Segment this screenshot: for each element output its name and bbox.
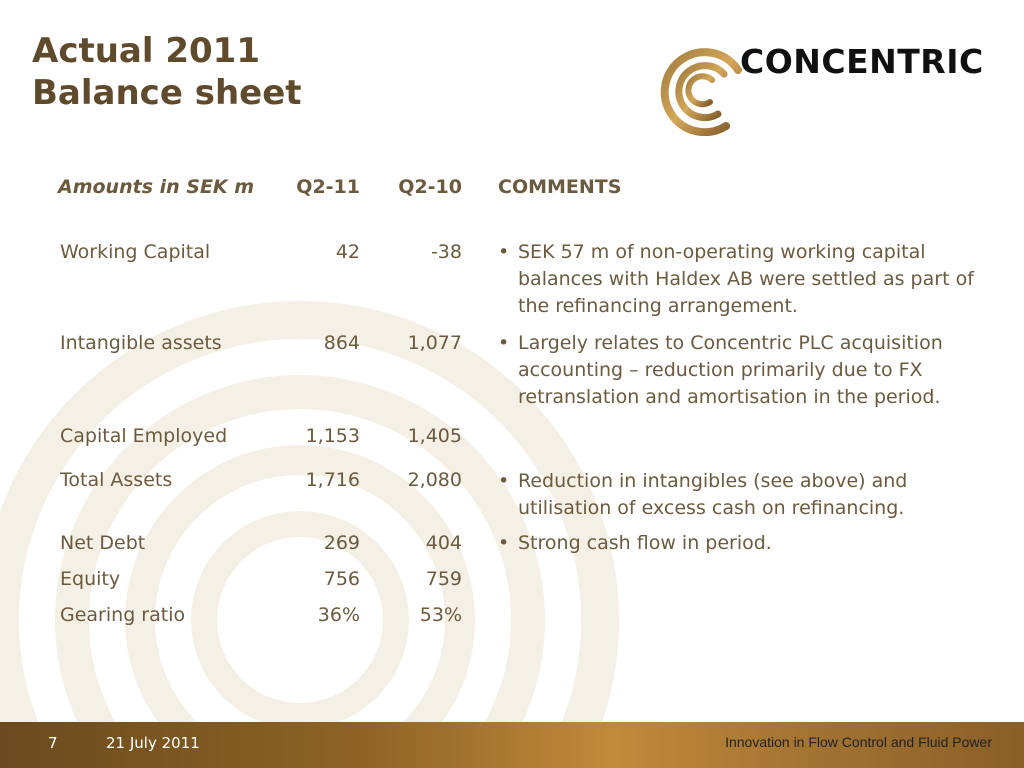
- bullet-icon: •: [498, 332, 510, 354]
- footer-bar: [0, 722, 1024, 768]
- comment-text: SEK 57 m of non-operating working capital balances with Haldex AB were settled as part of the refinancing arrangement.: [518, 241, 974, 317]
- bullet-icon: •: [498, 470, 510, 492]
- row-label-net-debt: Net Debt: [60, 532, 146, 554]
- page-number: 7: [48, 734, 58, 752]
- comment-text: Strong cash flow in period.: [518, 532, 772, 554]
- row-value-q2-11: 36%: [317, 604, 360, 626]
- row-label-capital-employed: Capital Employed: [60, 425, 228, 447]
- row-label-total-assets: Total Assets: [60, 469, 173, 491]
- comment-text: Largely relates to Concentric PLC acquisition accounting – reduction primarily due to FX retranslation and amortisation in the period.: [518, 332, 943, 408]
- header-q2-10: Q2-10: [398, 176, 462, 198]
- row-value-q2-10: 404: [425, 532, 462, 554]
- comment-working-capital: [498, 239, 978, 320]
- row-value-q2-11: 42: [335, 241, 360, 263]
- row-value-q2-10: 1,405: [407, 425, 462, 447]
- row-value-q2-10: 2,080: [407, 469, 462, 491]
- comment-intangible-assets: [498, 330, 978, 411]
- row-value-q2-10: 1,077: [407, 332, 462, 354]
- row-value-q2-11: 269: [323, 532, 360, 554]
- row-label-working-capital: Working Capital: [60, 241, 211, 263]
- row-value-q2-11: 864: [323, 332, 360, 354]
- header-amounts-label: Amounts in SEK m: [58, 176, 255, 198]
- row-value-q2-11: 1,153: [305, 425, 360, 447]
- logo-wordmark: CONCENTRIC: [740, 42, 984, 81]
- bullet-icon: •: [498, 532, 510, 554]
- comment-net-debt: [498, 530, 978, 557]
- comment-total-assets: [498, 468, 978, 522]
- slide-title-line2: Balance sheet: [32, 73, 302, 113]
- comment-text: Reduction in intangibles (see above) and utilisation of excess cash on refinancing.: [518, 470, 908, 519]
- slide-title-line1: Actual 2011: [32, 31, 260, 71]
- row-value-q2-10: 759: [425, 568, 462, 590]
- row-value-q2-11: 756: [323, 568, 360, 590]
- row-value-q2-10: -38: [430, 241, 462, 263]
- header-comments: COMMENTS: [498, 176, 622, 198]
- row-label-intangible-assets: Intangible assets: [60, 332, 222, 354]
- header-q2-11: Q2-11: [296, 176, 360, 198]
- footer-date: 21 July 2011: [106, 734, 200, 752]
- row-value-q2-11: 1,716: [305, 469, 360, 491]
- row-value-q2-10: 53%: [419, 604, 462, 626]
- row-label-equity: Equity: [60, 568, 121, 590]
- footer-tagline: Innovation in Flow Control and Fluid Power: [725, 734, 992, 750]
- row-label-gearing-ratio: Gearing ratio: [60, 604, 186, 626]
- bullet-icon: •: [498, 241, 510, 263]
